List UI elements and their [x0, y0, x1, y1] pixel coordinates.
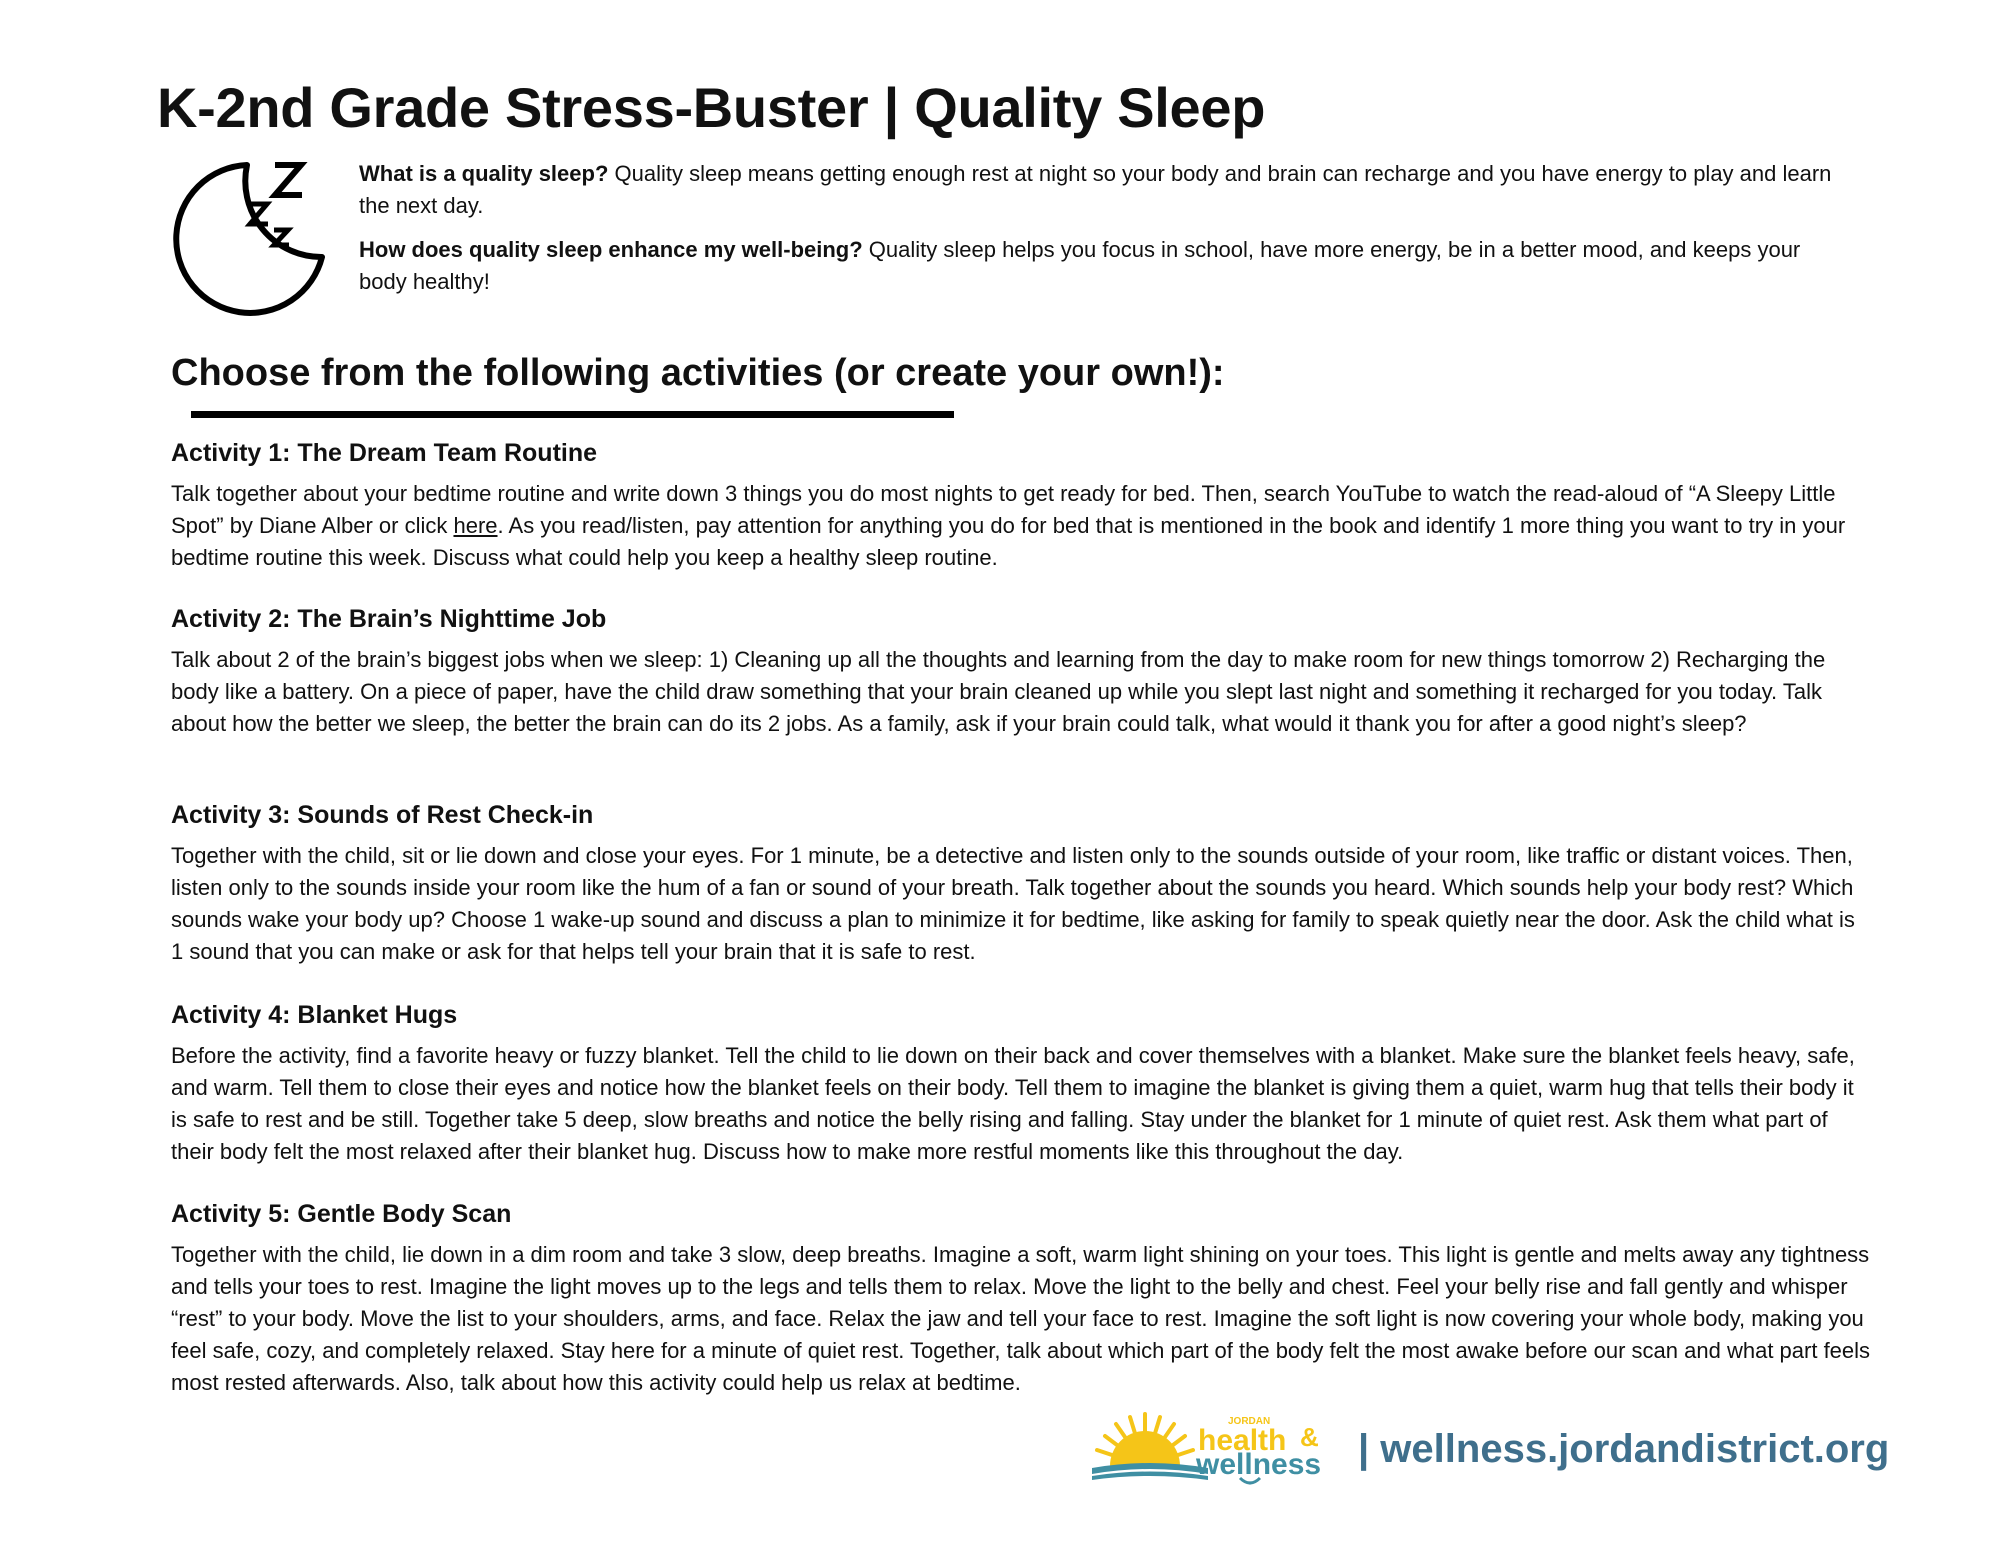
activity-3 [171, 796, 1871, 968]
activity-2 [171, 600, 1871, 740]
activity-1-video-link[interactable]: here [453, 513, 498, 538]
logo-jordan-text: JORDAN [1228, 1416, 1271, 1427]
activity-1-text-part-1: Talk together about your bedtime routine and write down 3 things you do most nights to get ready for bed. Then, search YouTube to watch the read-aloud of “A Sleepy Little Spot” by Diane Alber or click [171, 481, 1836, 538]
intro-question-2-text: Quality sleep helps you focus in school, have more energy, be in a better mood, and keeps your body healthy! [359, 237, 1801, 294]
activity-5-text: Together with the child, lie down in a dim room and take 3 slow, deep breaths. Imagine a soft, warm light shining on your toes. This light is gentle and melts away any tightness and tells your toes to rest. Imagine the light moves up to the legs and tells them to relax. Move the light to the belly and chest. Feel your belly rise and fall gently and whisper “rest” to your body. Move the list to your shoulders, arms, and face. Relax the jaw and tell your face to rest. Imagine the soft light is now covering your whole body, making you feel safe, cozy, and completely relaxed. Stay here for a minute of quiet rest. Together, talk about which part of the body felt the most awake before our scan and what part feels most rested afterwards. Also, talk about how this activity could help us relax at bedtime. [171, 1242, 1871, 1395]
activity-4-title: Activity 4: Blanket Hugs [171, 1001, 458, 1029]
activity-2-text: Talk about 2 of the brain’s biggest jobs when we sleep: 1) Cleaning up all the thoughts and learning from the day to make room for new things tomorrow 2) Recharging the body like a battery. On a piece of paper, have the child draw something that your brain cleaned up while you slept last night and something it recharged for you today. Talk about how the better we sleep, the better the brain can do its 2 jobs. As a family, ask if your brain could talk, what would it thank you for after a good night’s sleep? [171, 647, 1826, 736]
activity-3-text: Together with the child, sit or lie down and close your eyes. For 1 minute, be a detective and listen only to the sounds outside of your room, like traffic or distant voices. Then, listen only to the sounds inside your room like the hum of a fan or sound of your breath. Talk together about the sounds you heard. Which sounds help your body rest? Which sounds wake your body up? Choose 1 wake-up sound and discuss a plan to minimize it for bedtime, like asking for family to speak quietly near the door. Ask the child what is 1 sound that you can make or ask for that helps tell your brain that it is safe to rest. [171, 843, 1855, 964]
activities-heading: Choose from the following activities (or create your own!): [171, 352, 1225, 394]
jordan-health-wellness-logo [1090, 1408, 1340, 1488]
activity-4-text: Before the activity, find a favorite heavy or fuzzy blanket. Tell the child to lie down on their back and cover themselves with a blanket. Make sure the blanket feels heavy, safe, and warm. Tell them to close their eyes and notice how the blanket feels on their body. Tell them to imagine the blanket is giving them a quiet, warm hug that tells their body it is safe to rest and be still. Together take 5 deep, slow breaths and notice the belly rising and falling. Stay under the blanket for 1 minute of quiet rest. Ask them what part of their body felt the most relaxed after their blanket hug. Discuss how to make more restful moments like this throughout the day. [171, 1043, 1855, 1164]
activity-1 [171, 434, 1871, 574]
activity-5-title: Activity 5: Gentle Body Scan [171, 1200, 512, 1228]
moon-sleep-icon [168, 156, 334, 316]
activity-2-title: Activity 2: The Brain’s Nighttime Job [171, 605, 607, 633]
activity-5 [171, 1195, 1871, 1399]
intro-question-2-label: How does quality sleep enhance my well-being? [359, 237, 863, 262]
activity-1-text [171, 478, 1871, 574]
activity-1-text-part-2: . As you read/listen, pay attention for anything you do for bed that is mentioned in the book and identify 1 more thing you want to try in your bedtime routine this week. Discuss what could help you keep a healthy sleep routine. [171, 513, 1846, 570]
intro-section [359, 158, 1849, 310]
heading-underline-divider [191, 411, 954, 418]
page-title: K-2nd Grade Stress-Buster | Quality Sleep [157, 76, 1266, 139]
intro-question-1-text: Quality sleep means getting enough rest at night so your body and brain can recharge and you have energy to play and learn the next day. [359, 161, 1832, 218]
intro-question-2 [359, 234, 1849, 298]
activity-3-title: Activity 3: Sounds of Rest Check-in [171, 801, 594, 829]
intro-question-1 [359, 158, 1849, 222]
activity-4 [171, 996, 1871, 1168]
intro-question-1-label: What is a quality sleep? [359, 161, 609, 186]
logo-health-text: health [1198, 1424, 1287, 1457]
logo-wellness-text: wellness [1196, 1448, 1322, 1481]
logo-ampersand-text: & [1300, 1422, 1319, 1452]
footer-website-url[interactable]: | wellness.jordandistrict.org [1358, 1427, 1890, 1471]
activity-1-title: Activity 1: The Dream Team Routine [171, 439, 598, 467]
